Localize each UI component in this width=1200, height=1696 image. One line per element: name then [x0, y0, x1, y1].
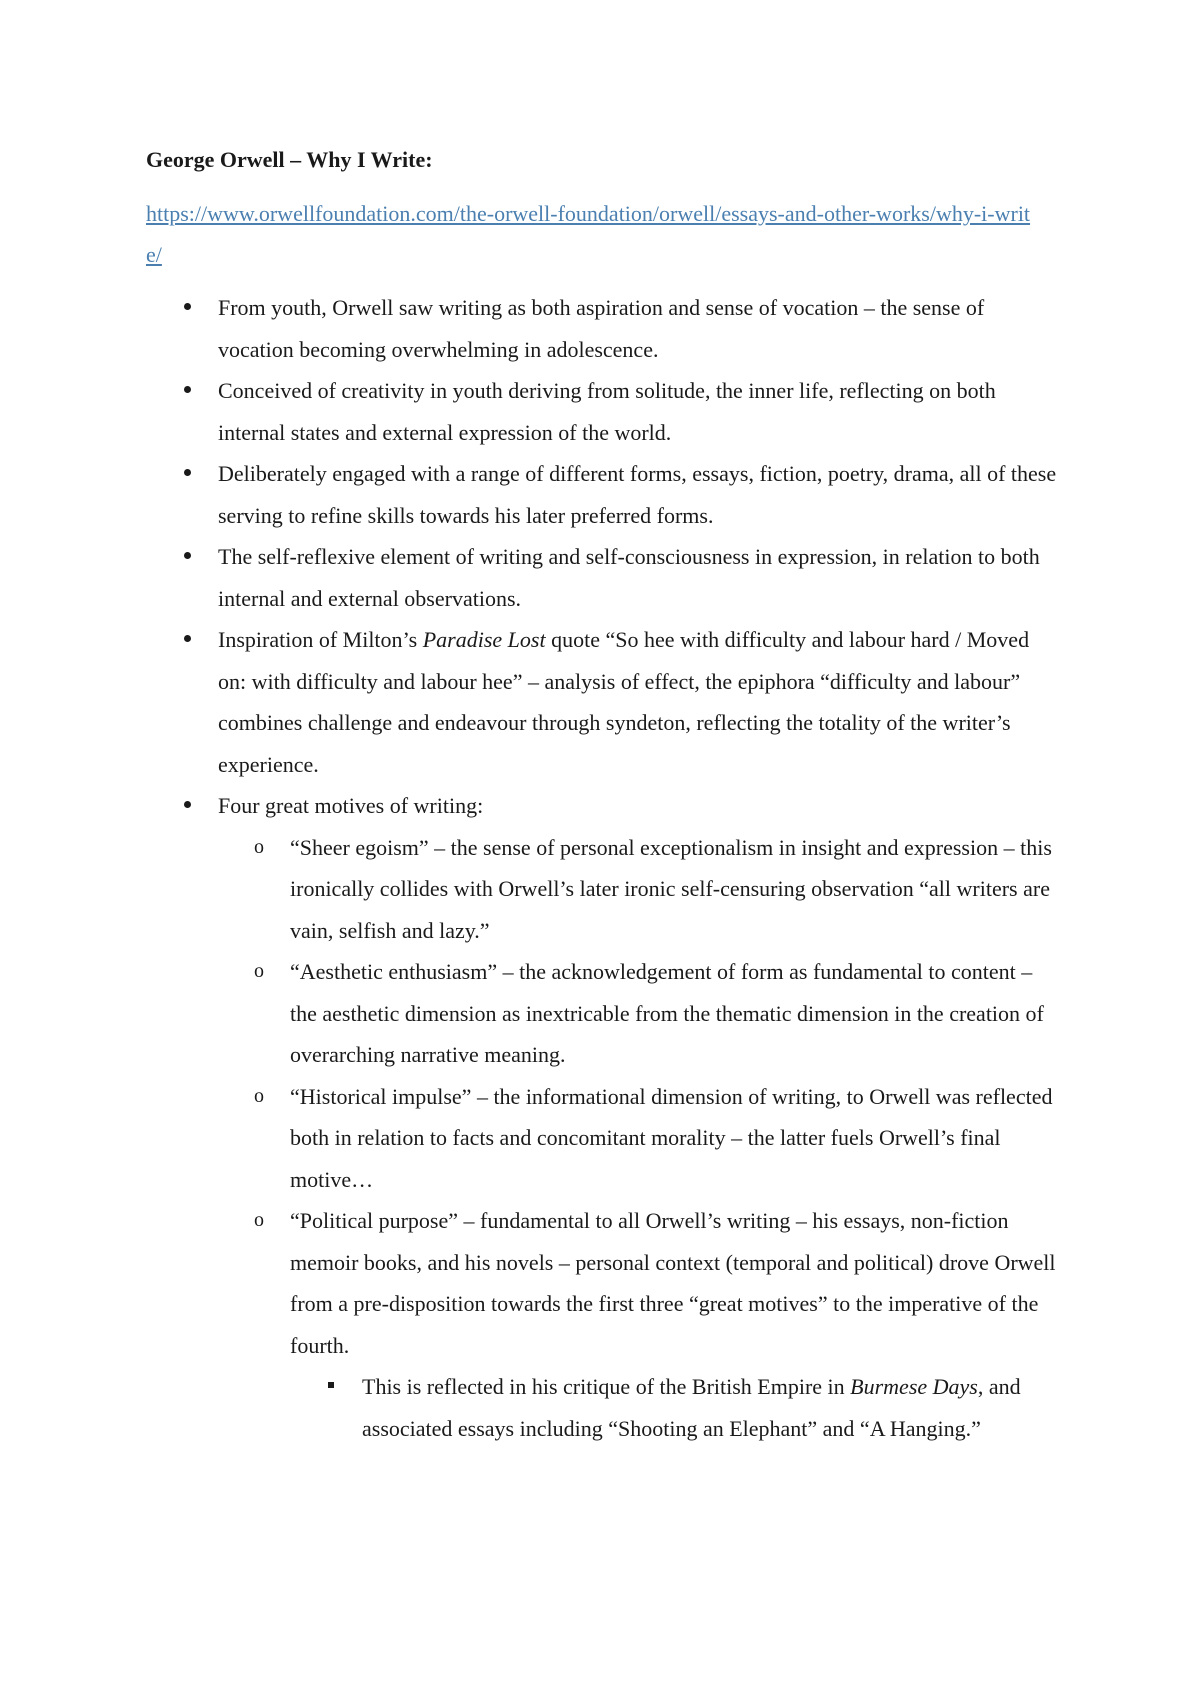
bullet-icon [184, 386, 191, 393]
bullet-icon [184, 303, 191, 310]
motive-item [218, 951, 1058, 1076]
motives-heading: Four great motives of writing: [218, 793, 484, 818]
sub-motive-item [290, 1366, 1058, 1449]
circle-bullet-icon: o [254, 960, 264, 982]
motive-item [218, 1076, 1058, 1201]
list-item [146, 370, 1058, 453]
bullet-icon [184, 801, 191, 808]
motive-item [218, 1200, 1058, 1366]
list-item-text: Deliberately engaged with a range of different forms, essays, fiction, poetry, drama, all of these serving to refine skills towards his later preferred forms. [218, 461, 1057, 528]
circle-bullet-icon: o [254, 835, 264, 858]
circle-bullet-icon: o [254, 1084, 264, 1107]
motive-text: “Sheer egoism” – the sense of personal exceptionalism in insight and expression – this ironically collides with Orwell’s later ironic self-censuring observation “all writers are vain, selfish and lazy.” [290, 834, 1052, 943]
motives-sublist-wrap [218, 827, 1080, 1450]
paradise-lost-title: Paradise Lost [422, 627, 546, 652]
list-item-text: Conceived of creativity in youth deriving from solitude, the inner life, reflecting on both internal states and external expression of the world. [218, 378, 996, 445]
sub-motive-text-post: , and associated essays including “Shooting an Elephant” and “A Hanging.” [362, 1374, 1021, 1441]
list-item-text: The self-reflexive element of writing and self-consciousness in expression, in relation to both internal and external observations. [218, 544, 1040, 611]
circle-bullet-icon: o [254, 1209, 264, 1231]
motive-text: “Historical impulse” – the informational dimension of writing, to Orwell was reflected both in relation to facts and concomitant morality – the latter fuels Orwell’s final motive… [290, 1083, 1053, 1192]
square-bullet-icon [328, 1382, 334, 1388]
main-bullet-list [146, 287, 1080, 827]
motive-item [218, 827, 1058, 952]
bullet-icon [184, 635, 191, 642]
list-item-milton [146, 619, 1058, 785]
list-item-motives [146, 785, 1058, 827]
motive-text: “Aesthetic enthusiasm” – the acknowledgement of form as fundamental to content – the aesthetic dimension as inextricable from the thematic dimension in the creation of overarching narrative meaning. [290, 959, 1044, 1067]
motive-text: “Political purpose” – fundamental to all Orwell’s writing – his essays, non-fiction memoir books, and his novels – personal context (temporal and political) drove Orwell from a pre-disposition towards the first three “great motives” to the imperative of the fourth. [290, 1208, 1056, 1358]
list-item [146, 536, 1058, 619]
essay-link[interactable]: https://www.orwellfoundation.com/the-orwell-foundation/orwell/essays-and-other-works/why-i-write/ [146, 201, 1031, 267]
sub-motive-text-pre: This is reflected in his critique of the British Empire in [362, 1374, 851, 1399]
burmese-days-title: Burmese Days [850, 1374, 978, 1399]
milton-text-pre: Inspiration of Milton’s [218, 627, 423, 652]
list-item [146, 287, 1058, 370]
bullet-icon [184, 552, 191, 559]
sub-motive-wrap [290, 1366, 1080, 1449]
sub-motive-list [290, 1366, 1080, 1449]
bullet-icon [184, 469, 191, 476]
motives-sublist [218, 827, 1080, 1367]
list-item [146, 453, 1058, 536]
list-item-text: From youth, Orwell saw writing as both aspiration and sense of vocation – the sense of vocation becoming overwhelming in adolescence. [218, 295, 985, 362]
document-title: George Orwell – Why I Write: [146, 147, 433, 172]
milton-text-post: quote “So hee with difficulty and labour hard / Moved on: with difficulty and labour hee” – analysis of effect, the epiphora “difficulty and labour” combines challenge and endeavour through syndeton, reflecting the totality of the writer’s experience. [218, 627, 1030, 777]
